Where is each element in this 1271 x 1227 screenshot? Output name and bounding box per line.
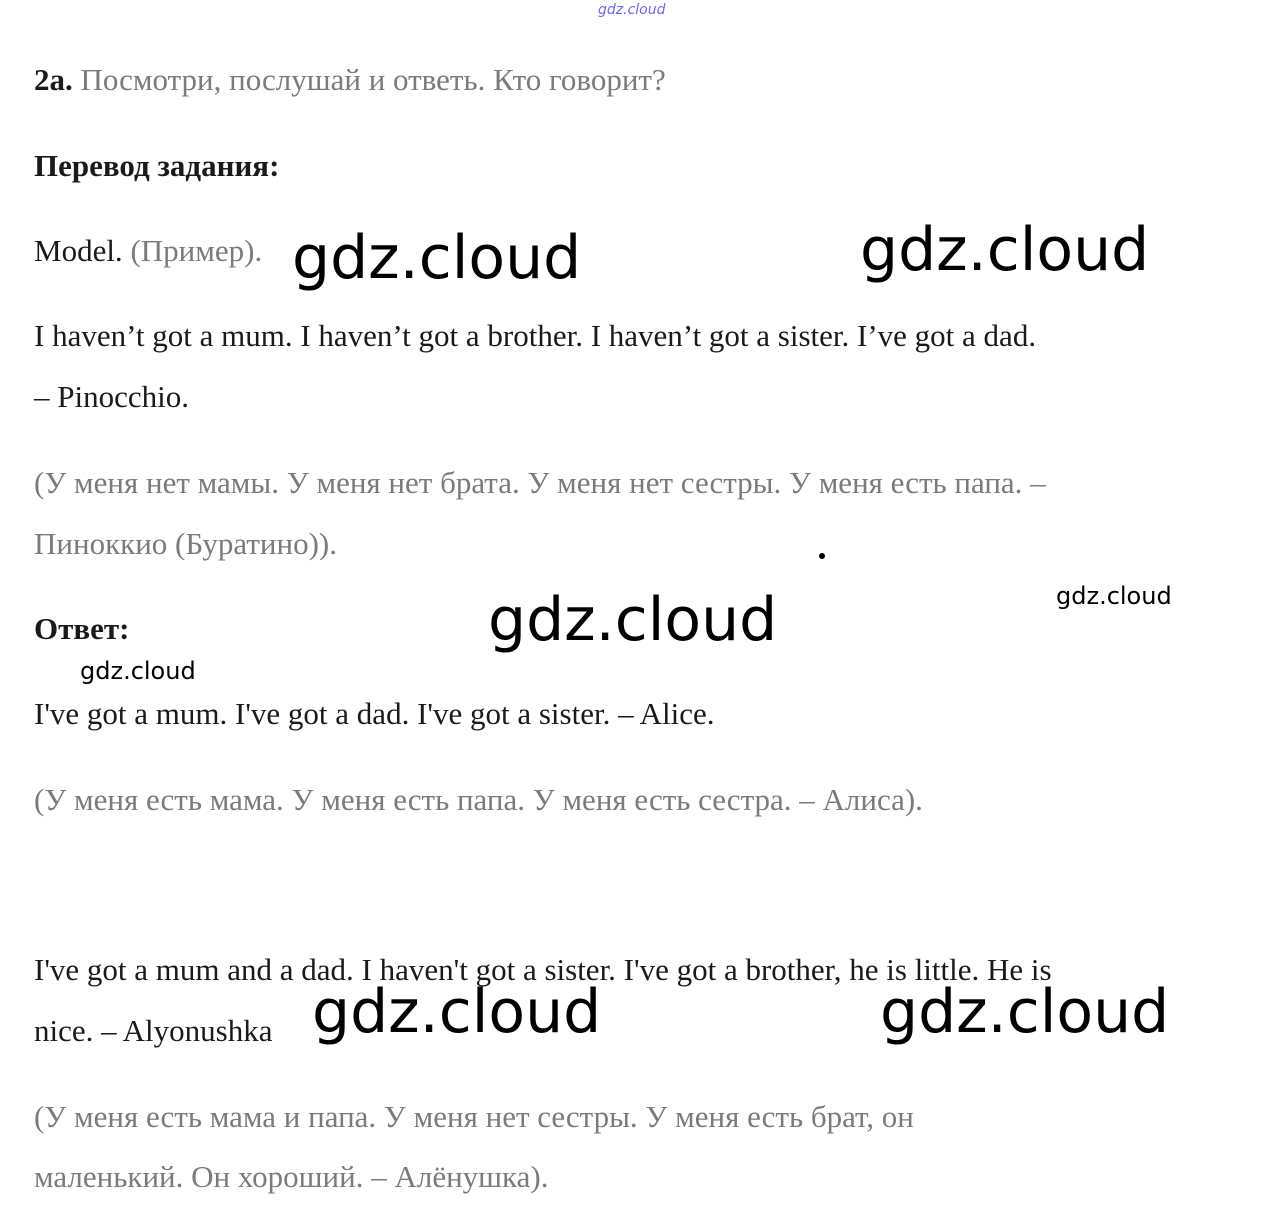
model-label: Model. bbox=[34, 233, 123, 268]
stray-dot bbox=[819, 553, 825, 559]
answer-2-translation-line-2: маленький. Он хороший. – Алёнушка). bbox=[34, 1159, 549, 1194]
model-translation-line-1: (У меня нет мамы. У меня нет брата. У меня нет сестры. У меня есть папа. – bbox=[34, 465, 1046, 500]
model-translation-line-2: Пиноккио (Буратино)). bbox=[34, 526, 337, 561]
watermark: gdz.cloud bbox=[312, 977, 602, 1047]
task-instruction: Посмотри, послушай и ответь. Кто говорит? bbox=[80, 62, 666, 97]
site-link[interactable]: gdz.cloud bbox=[598, 2, 666, 18]
answer-2-text-line-1: I've got a mum and a dad. I haven't got a sister. I've got a brother, he is little. He is bbox=[34, 952, 1052, 987]
model-text-line-1: I haven’t got a mum. I haven’t got a brother. I haven’t got a sister. I’ve got a dad. bbox=[34, 318, 1037, 353]
answer-2-translation-line-1: (У меня есть мама и папа. У меня нет сестры. У меня есть брат, он bbox=[34, 1099, 914, 1134]
task-line bbox=[34, 64, 666, 95]
watermark: gdz.cloud bbox=[1056, 582, 1172, 610]
translation-heading: Перевод задания: bbox=[34, 148, 280, 183]
watermark: gdz.cloud bbox=[488, 585, 778, 655]
answer-1-translation: (У меня есть мама. У меня есть папа. У меня есть сестра. – Алиса). bbox=[34, 782, 923, 817]
answer-heading: Ответ: bbox=[34, 611, 130, 646]
task-number: 2a. bbox=[34, 62, 73, 97]
answer-1-text: I've got a mum. I've got a dad. I've got a sister. – Alice. bbox=[34, 696, 715, 731]
watermark: gdz.cloud bbox=[880, 977, 1170, 1047]
model-text-line-2: – Pinocchio. bbox=[34, 379, 189, 414]
watermark: gdz.cloud bbox=[80, 657, 196, 685]
watermark: gdz.cloud bbox=[860, 215, 1150, 285]
model-label-translation: (Пример). bbox=[130, 233, 263, 268]
answer-2-text-line-2: nice. – Alyonushka bbox=[34, 1013, 273, 1048]
watermark: gdz.cloud bbox=[292, 223, 582, 293]
model-label-line bbox=[34, 235, 262, 266]
